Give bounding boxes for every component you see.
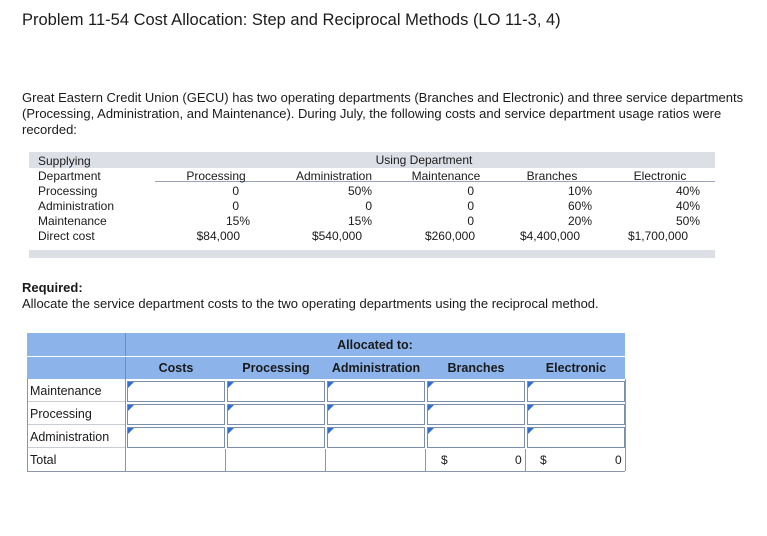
cell-value: 0 [467,214,474,228]
required-section [22,280,599,312]
administration-branches-input[interactable] [427,427,525,448]
cell-value: 60% [567,199,592,213]
cell-value: 15% [225,214,250,228]
cell-value: 20% [567,214,592,228]
row-label-total: Total [30,453,57,467]
row-label-maintenance: Maintenance [38,214,107,228]
using-department-header: Using Department [375,153,473,167]
cell-value: 15% [347,214,372,228]
maintenance-processing-input[interactable] [227,381,325,402]
processing-processing-input[interactable] [227,404,325,425]
row-divider [27,447,125,448]
col-header-branches: Branches [526,169,578,183]
header-processing: Processing [242,361,310,375]
grid-divider [225,449,226,471]
header-electronic: Electronic [545,361,607,375]
cell-value: $1,700,000 [627,229,688,243]
col-header-electronic: Electronic [633,169,687,183]
allocated-to-header: Allocated to: [337,338,413,352]
maintenance-administration-input[interactable] [327,381,425,402]
row-label-processing: Processing [30,407,92,421]
processing-electronic-input[interactable] [527,404,625,425]
supplying-label: Supplying [38,154,91,168]
header-costs: Costs [158,361,194,375]
grid-right-border [625,379,626,471]
usage-ratio-table [29,152,715,258]
row-label-maintenance: Maintenance [30,384,102,398]
cell-value: $84,000 [196,229,240,243]
grid-divider [525,449,526,471]
cell-value: 0 [365,199,372,213]
total-electronic-value: 0 [615,453,622,467]
administration-administration-input[interactable] [327,427,425,448]
page-title: Problem 11-54 Cost Allocation: Step and Reciprocal Methods (LO 11-3, 4) [22,11,561,29]
required-text: Allocate the service department costs to the two operating departments using the reciprocal method. [22,296,599,311]
processing-administration-input[interactable] [327,404,425,425]
cell-value: 0 [232,199,239,213]
cell-value: 0 [232,184,239,198]
row-divider [27,424,125,425]
maintenance-costs-input[interactable] [127,381,225,402]
grid-divider [425,449,426,471]
problem-intro: Great Eastern Credit Union (GECU) has two operating departments (Branches and Electronic) and three service departments (Processing, Administration, and Maintenance). During July, the following costs and service department usage ratios were recorded: [22,90,744,137]
administration-processing-input[interactable] [227,427,325,448]
grid-divider [125,379,126,471]
grid-bottom-border [27,471,625,472]
administration-electronic-input[interactable] [527,427,625,448]
col-header-administration: Administration [295,169,373,183]
grid-left-border [27,379,28,471]
row-label-administration: Administration [38,199,115,213]
grid-divider [125,356,625,357]
department-label: Department [38,169,101,183]
cell-value: 0 [467,199,474,213]
table-bottom-band [29,250,715,258]
cell-value: 40% [675,184,700,198]
cell-value: $540,000 [311,229,362,243]
grid-divider [325,449,326,471]
total-electronic-currency: $ [540,453,547,467]
processing-branches-input[interactable] [427,404,525,425]
row-divider [27,401,125,402]
maintenance-branches-input[interactable] [427,381,525,402]
cell-value: $4,400,000 [519,229,580,243]
administration-costs-input[interactable] [127,427,225,448]
cell-value: 40% [675,199,700,213]
header-branches: Branches [447,361,505,375]
cell-value: 50% [347,184,372,198]
total-branches-currency: $ [441,453,448,467]
header-administration: Administration [331,361,421,375]
total-branches-value: 0 [515,453,522,467]
required-heading: Required: [22,280,83,295]
col-header-processing: Processing [186,169,246,183]
maintenance-electronic-input[interactable] [527,381,625,402]
row-label-processing: Processing [38,184,98,198]
col-header-maintenance: Maintenance [411,169,481,183]
cell-value: 0 [467,184,474,198]
processing-costs-input[interactable] [127,404,225,425]
row-label-administration: Administration [30,430,110,444]
cell-value: $260,000 [424,229,475,243]
cell-value: 50% [675,214,700,228]
cell-value: 10% [567,184,592,198]
row-label-direct-cost: Direct cost [38,229,95,243]
